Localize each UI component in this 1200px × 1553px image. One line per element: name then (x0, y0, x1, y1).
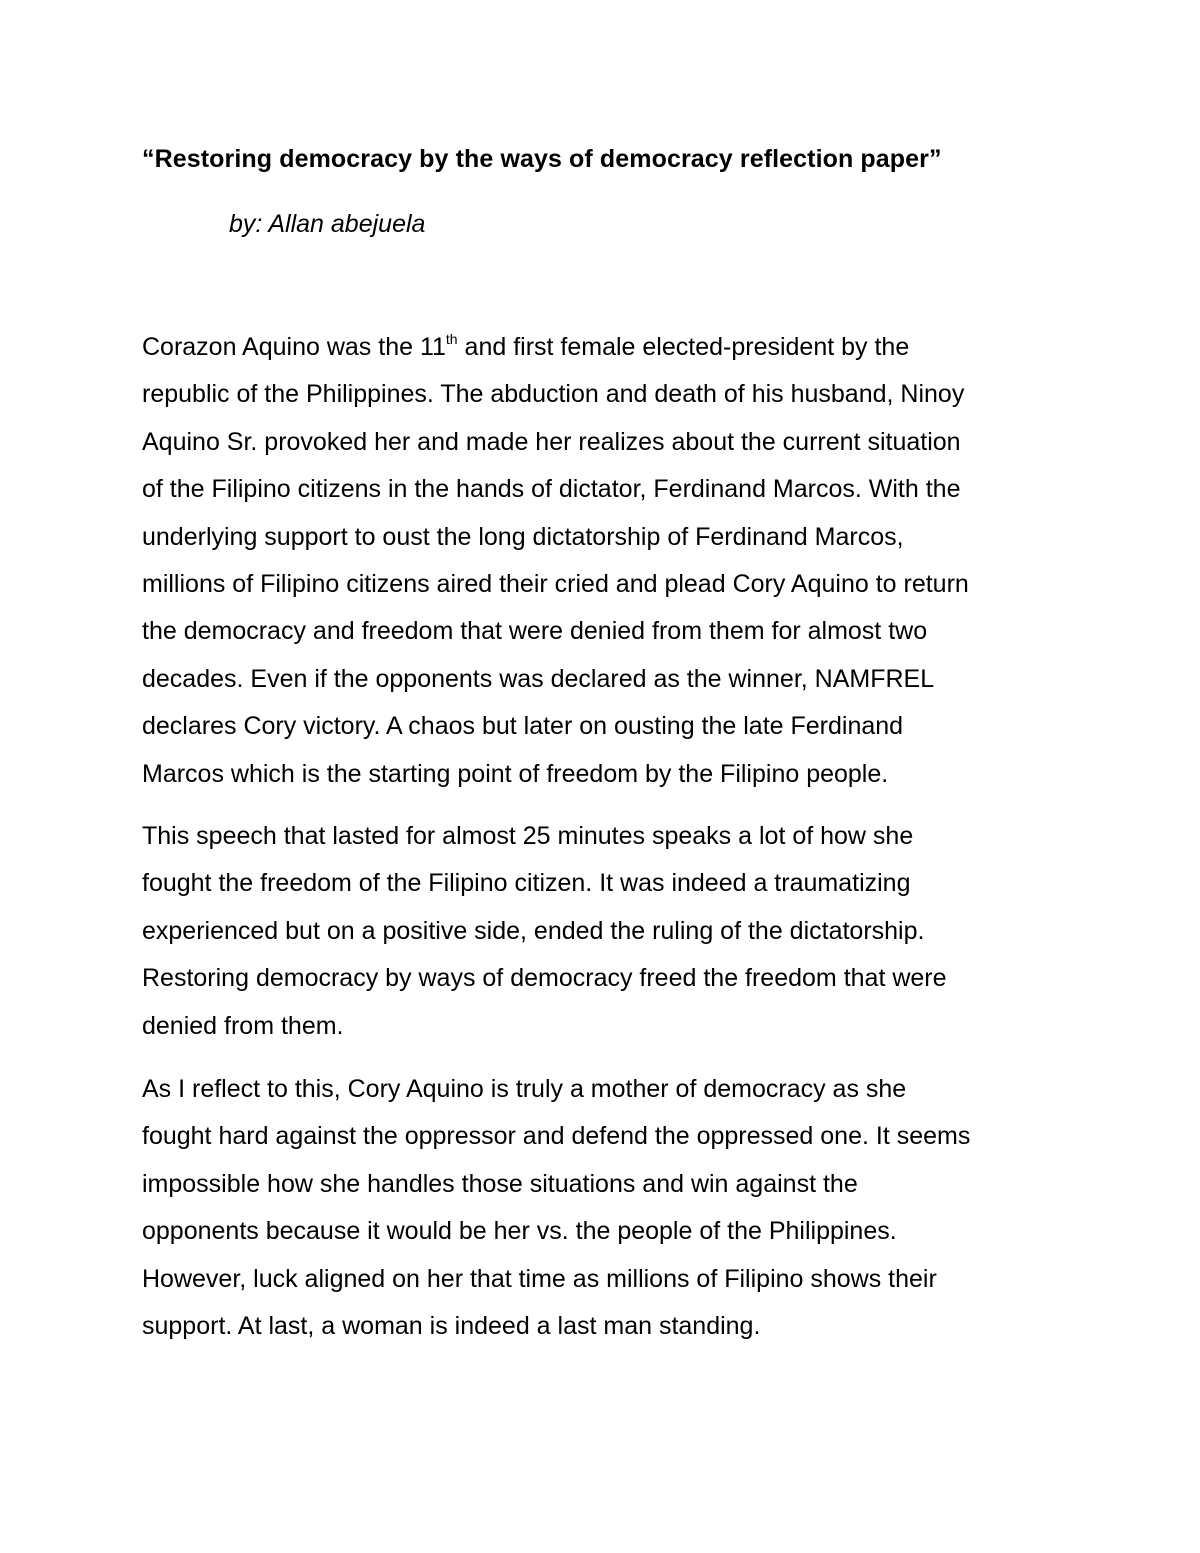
line-text-segment: Corazon Aquino was the 11 (142, 333, 446, 361)
paragraph-line: Marcos which is the starting point of freedom by the Filipino people. (142, 759, 889, 788)
paragraph-line: As I reflect to this, Cory Aquino is truly a mother of democracy as she (142, 1075, 907, 1103)
paragraph-line: Aquino Sr. provoked her and made her realizes about the current situation (142, 427, 961, 456)
paragraph-line: of the Filipino citizens in the hands of dictator, Ferdinand Marcos. With the (142, 475, 961, 504)
paragraph-line: opponents because it would be her vs. the people of the Philippines. (142, 1217, 897, 1246)
document-author: by: Allan abejuela (229, 210, 426, 238)
paragraph-2 (142, 813, 1072, 1050)
paragraph-1 (142, 324, 1072, 798)
paragraph-line: Restoring democracy by ways of democracy freed the freedom that were (142, 964, 947, 993)
paragraph-line: declares Cory victory. A chaos but later on ousting the late Ferdinand (142, 712, 904, 741)
paragraph-line: the democracy and freedom that were denied from them for almost two (142, 617, 928, 646)
paragraph-line: fought hard against the oppressor and defend the oppressed one. It seems (142, 1122, 971, 1151)
paragraph-line: millions of Filipino citizens aired their cried and plead Cory Aquino to return (142, 570, 969, 599)
paragraph-line: support. At last, a woman is indeed a last man standing. (142, 1312, 761, 1341)
paragraph-line: fought the freedom of the Filipino citizen. It was indeed a traumatizing (142, 869, 911, 898)
paragraph-line: republic of the Philippines. The abduction and death of his husband, Ninoy (142, 380, 965, 409)
paragraph-line: impossible how she handles those situations and win against the (142, 1169, 858, 1198)
line-text-segment: and first female elected-president by the (457, 333, 910, 361)
paragraph-line: underlying support to oust the long dictatorship of Ferdinand Marcos, (142, 522, 904, 551)
paragraph-line: However, luck aligned on her that time as millions of Filipino shows their (142, 1264, 937, 1293)
paragraph-line: decades. Even if the opponents was declared as the winner, NAMFREL (142, 664, 935, 693)
paragraph-line (142, 324, 1072, 371)
paragraph-line: experienced but on a positive side, ended the ruling of the dictatorship. (142, 916, 925, 945)
paragraph-3 (142, 1066, 1072, 1350)
paragraph-line: This speech that lasted for almost 25 minutes speaks a lot of how she (142, 822, 914, 850)
document-title: “Restoring democracy by the ways of democracy reflection paper” (142, 145, 942, 173)
paragraph-line: denied from them. (142, 1011, 344, 1040)
ordinal-suffix: th (445, 331, 458, 347)
